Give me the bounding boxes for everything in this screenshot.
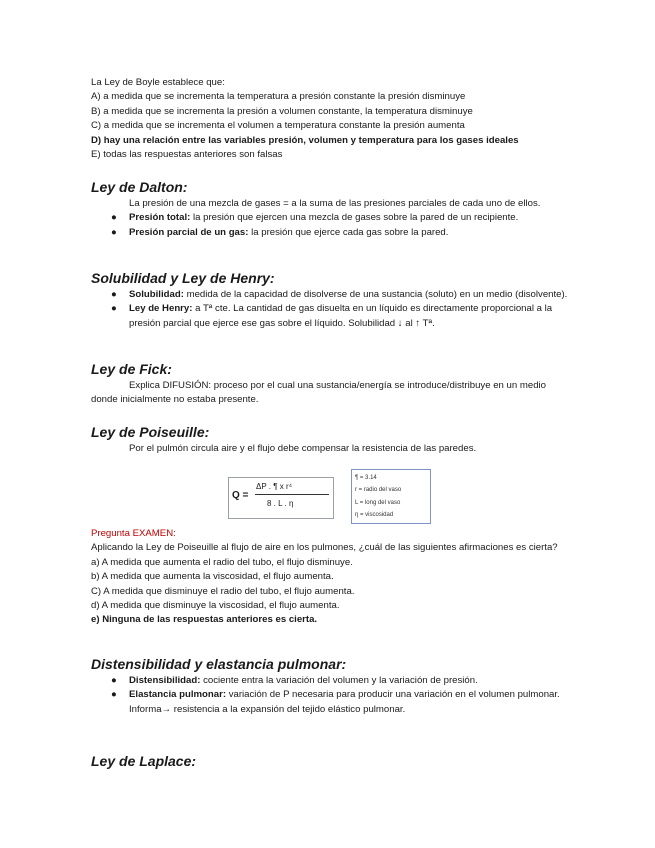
- legend-viscosidad: η = viscosidad: [355, 512, 394, 519]
- section-laplace: [91, 752, 571, 770]
- formula-fraction-bar: [255, 494, 329, 495]
- legend-radio: r = radio del vaso: [355, 487, 402, 494]
- exam-option-e: e) Ninguna de las respuestas anteriores es cierta.: [91, 614, 318, 626]
- section-henry: [91, 269, 571, 331]
- henry-item-solubilidad: [91, 288, 571, 302]
- henry-text-solubilidad: medida de la capacidad de disolverse de una sustancia (soluto) en un medio (disolvente).: [183, 289, 568, 300]
- poiseuille-heading: Ley de Poiseuille:: [91, 424, 210, 440]
- exam-option-d: d) A medida que disminuye la viscosidad, el flujo aumenta.: [91, 600, 340, 612]
- distensibilidad-list: [91, 674, 571, 717]
- section-dalton: [91, 178, 571, 240]
- bullet-icon: ●: [111, 226, 117, 238]
- exam-question: [91, 527, 571, 628]
- bullet-icon: ●: [111, 689, 117, 701]
- legend-longitud: L = long del vaso: [355, 499, 401, 506]
- boyle-option-c: C) a medida que se incrementa el volumen a temperatura constante la presión aumenta: [91, 120, 465, 132]
- elastancia-term: Elastancia pulmonar:: [129, 689, 227, 701]
- boyle-option-a: A) a medida que se incrementa la temperatura a presión constante la presión disminuye: [91, 91, 466, 103]
- henry-heading: Solubilidad y Ley de Henry:: [91, 270, 275, 286]
- dalton-item-total: [91, 211, 571, 225]
- section-fick: [91, 360, 571, 408]
- formula-numerator: ΔP . ¶ x r⁴: [256, 482, 293, 491]
- elastancia-text: variación de P necesaria para producir una variación en el volumen pulmonar. Informa→ resistencia a la expansión del tejido elástico pulmonar.: [129, 689, 560, 715]
- exam-option-a: a) A medida que aumenta el radio del tubo, el flujo disminuye.: [91, 556, 353, 568]
- exam-option-b: b) A medida que aumenta la viscosidad, el flujo aumenta.: [91, 571, 334, 583]
- boyle-intro: La Ley de Boyle establece que:: [91, 77, 225, 88]
- henry-term-solubilidad: Solubilidad:: [129, 289, 184, 300]
- dalton-item-parcial: [91, 226, 571, 240]
- henry-list: [91, 288, 571, 331]
- section-poiseuille: [91, 423, 571, 456]
- fick-heading: Ley de Fick:: [91, 361, 172, 377]
- bullet-icon: ●: [111, 675, 117, 686]
- bullet-icon: ●: [111, 212, 117, 224]
- boyle-question: [91, 76, 571, 162]
- boyle-option-e: E) todas las respuestas anteriores son falsas: [91, 149, 283, 161]
- laplace-heading: Ley de Laplace:: [91, 753, 197, 769]
- distensibilidad-text: cociente entra la variación del volumen y la variación de presión.: [200, 675, 478, 686]
- section-distensibilidad: [91, 655, 571, 717]
- elastancia-item: [91, 688, 571, 717]
- formula-lhs: Q =: [232, 490, 249, 501]
- exam-question-text: Aplicando la Ley de Poiseuille al flujo de aire en los pulmones, ¿cuál de las siguientes afirmaciones es cierta?: [91, 542, 558, 554]
- poiseuille-legend: [351, 469, 431, 524]
- legend-pi: ¶ = 3.14: [355, 475, 377, 481]
- bullet-icon: ●: [111, 289, 117, 300]
- boyle-option-b: B) a medida que se incrementa la presión a volumen constante, la temperatura disminuye: [91, 105, 473, 117]
- poiseuille-formula: [228, 477, 334, 519]
- dalton-text-total: la presión que ejercen una mezcla de gases sobre la pared de un recipiente.: [190, 212, 519, 224]
- exam-option-c: C) A medida que disminuye el radio del tubo, el flujo aumenta.: [91, 585, 355, 597]
- poiseuille-text: Por el pulmón circula aire y el flujo debe compensar la resistencia de las paredes.: [129, 443, 477, 454]
- dalton-heading: Ley de Dalton:: [91, 179, 188, 195]
- distensibilidad-term: Distensibilidad:: [129, 675, 201, 686]
- distensibilidad-heading: Distensibilidad y elastancia pulmonar:: [91, 656, 347, 672]
- exam-label: Pregunta EXAMEN:: [91, 528, 176, 539]
- henry-term-ley: Ley de Henry:: [129, 303, 193, 315]
- bullet-icon: ●: [111, 303, 117, 315]
- dalton-text-parcial: la presión que ejerce cada gas sobre la pared.: [248, 226, 449, 238]
- dalton-intro: La presión de una mezcla de gases = a la suma de las presiones parciales de cada uno de ellos.: [129, 198, 541, 209]
- henry-text-ley: a Tª cte. La cantidad de gas disuelta en un líquido es directamente proporcional a la presión parcial que ejerce ese gas sobre el líquido. Solubilidad ↓ al ↑ Tª.: [129, 303, 553, 329]
- fick-text: Explica DIFUSIÓN: proceso por el cual una sustancia/energía se introduce/distribuye en un medio donde inicialmente no estaba presente.: [91, 380, 547, 406]
- distensibilidad-item: [91, 674, 571, 688]
- dalton-term-parcial: Presión parcial de un gas:: [129, 226, 249, 238]
- boyle-option-d: D) hay una relación entre las variables presión, volumen y temperatura para los gases ideales: [91, 134, 519, 146]
- formula-denominator: 8 . L . η: [267, 499, 294, 508]
- dalton-list: [91, 211, 571, 240]
- henry-item-ley: [91, 302, 571, 331]
- dalton-term-total: Presión total:: [129, 212, 191, 224]
